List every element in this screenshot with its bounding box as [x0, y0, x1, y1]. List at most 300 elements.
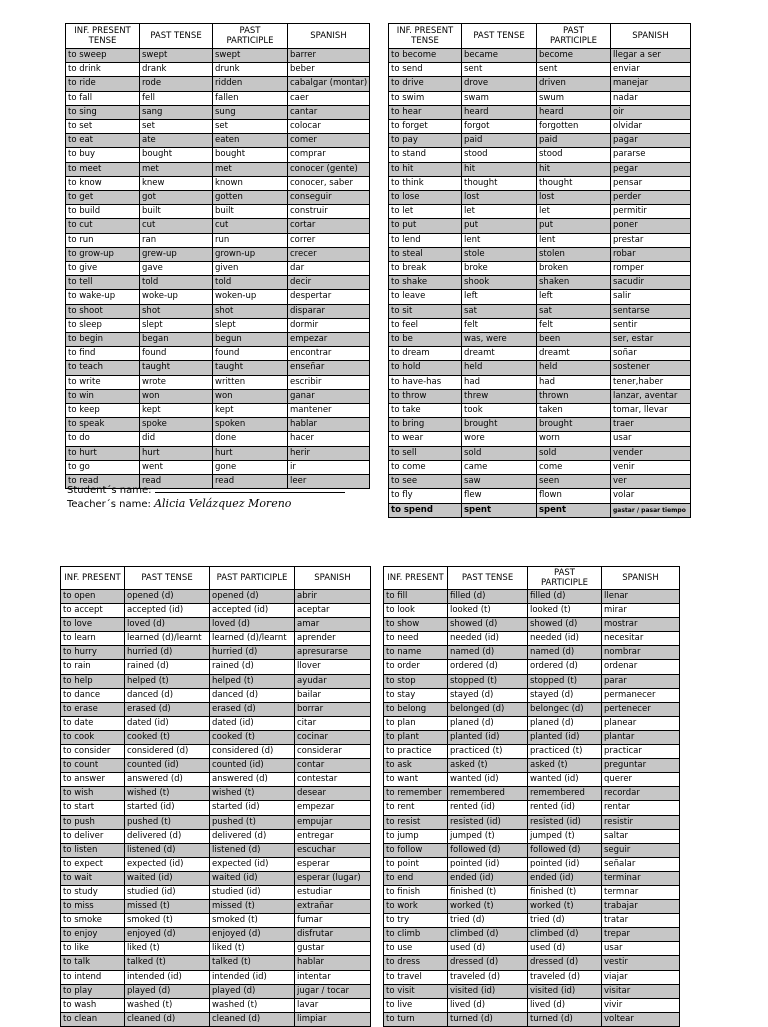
- cell-past-participle: studied (id): [210, 885, 295, 899]
- table-row: [66, 446, 370, 460]
- header-spanish: SPANISH: [295, 567, 371, 590]
- cell-spanish: señalar: [602, 857, 680, 871]
- cell-infinitive: to visit: [384, 984, 448, 998]
- cell-spanish: lanzar, aventar: [611, 389, 691, 403]
- cell-spanish: gustar: [295, 942, 371, 956]
- cell-spanish: robar: [611, 247, 691, 261]
- cell-spanish: desear: [295, 787, 371, 801]
- cell-infinitive: to help: [61, 674, 125, 688]
- cell-past-tense: ate: [140, 134, 213, 148]
- cell-spanish: rentar: [602, 801, 680, 815]
- cell-infinitive: to hold: [389, 361, 462, 375]
- cell-past-participle: looked (t): [528, 604, 602, 618]
- header-inf-present: INF. PRESENT TENSE: [389, 24, 462, 49]
- irregular-verbs-table-2: [388, 23, 691, 518]
- table-row: [61, 604, 371, 618]
- cell-past-tense: planted (id): [448, 730, 528, 744]
- cell-spanish: enviar: [611, 63, 691, 77]
- cell-spanish: caer: [288, 91, 370, 105]
- cell-infinitive: to open: [61, 590, 125, 604]
- cell-past-participle: hurried (d): [210, 646, 295, 660]
- cell-infinitive: to like: [61, 942, 125, 956]
- cell-past-tense: lived (d): [448, 998, 528, 1012]
- cell-infinitive: to end: [384, 871, 448, 885]
- table-row: [61, 716, 371, 730]
- cell-past-tense: slept: [140, 318, 213, 332]
- cell-spanish: usar: [602, 942, 680, 956]
- table-row: [66, 389, 370, 403]
- cell-infinitive: to push: [61, 815, 125, 829]
- table-row: [66, 105, 370, 119]
- cell-past-participle: told: [213, 276, 288, 290]
- cell-spanish: permitir: [611, 205, 691, 219]
- table-row: [66, 63, 370, 77]
- cell-infinitive: to answer: [61, 773, 125, 787]
- table-row: [66, 247, 370, 261]
- cell-spanish: parar: [602, 674, 680, 688]
- cell-past-participle: given: [213, 262, 288, 276]
- cell-past-tense: answered (d): [125, 773, 210, 787]
- cell-infinitive: to shake: [389, 276, 462, 290]
- cell-past-participle: shot: [213, 304, 288, 318]
- cell-past-tense: lent: [462, 233, 537, 247]
- cell-spanish: crecer: [288, 247, 370, 261]
- cell-past-participle: gone: [213, 460, 288, 474]
- cell-infinitive: to resist: [384, 815, 448, 829]
- cell-past-tense: sold: [462, 446, 537, 460]
- cell-past-tense: had: [462, 375, 537, 389]
- cell-past-tense: saw: [462, 475, 537, 489]
- cell-spanish: disfrutar: [295, 928, 371, 942]
- cell-spanish: bailar: [295, 688, 371, 702]
- table-row: [61, 759, 371, 773]
- cell-infinitive: to ask: [384, 759, 448, 773]
- cell-infinitive: to order: [384, 660, 448, 674]
- table-row: [66, 91, 370, 105]
- student-name-field[interactable]: [155, 483, 345, 493]
- cell-past-participle: pushed (t): [210, 815, 295, 829]
- table-row: [384, 801, 680, 815]
- table-row: [66, 318, 370, 332]
- cell-spanish: mostrar: [602, 618, 680, 632]
- cell-spanish: poner: [611, 219, 691, 233]
- cell-past-tense: opened (d): [125, 590, 210, 604]
- table-row: [389, 375, 691, 389]
- cell-spanish: estudiar: [295, 885, 371, 899]
- cell-past-tense: spoke: [140, 418, 213, 432]
- cell-infinitive: to rent: [384, 801, 448, 815]
- cell-infinitive: to run: [66, 233, 140, 247]
- cell-past-participle: begun: [213, 333, 288, 347]
- table-row: [66, 304, 370, 318]
- cell-past-participle: drunk: [213, 63, 288, 77]
- header-spanish: SPANISH: [288, 24, 370, 49]
- cell-past-participle: left: [537, 290, 611, 304]
- cell-past-participle: delivered (d): [210, 829, 295, 843]
- cell-infinitive: to teach: [66, 361, 140, 375]
- table-row: [389, 418, 691, 432]
- cell-past-participle: needed (id): [528, 632, 602, 646]
- cell-past-tense: cut: [140, 219, 213, 233]
- header-past-participle: PAST PARTICIPLE: [537, 24, 611, 49]
- cell-infinitive: to drink: [66, 63, 140, 77]
- cell-infinitive: to tell: [66, 276, 140, 290]
- cell-past-tense: filled (d): [448, 590, 528, 604]
- cell-past-participle: traveled (d): [528, 970, 602, 984]
- table-row: [389, 162, 691, 176]
- cell-past-tense: went: [140, 460, 213, 474]
- cell-past-tense: swept: [140, 49, 213, 63]
- cell-infinitive: to clean: [61, 1012, 125, 1026]
- header-spanish: SPANISH: [611, 24, 691, 49]
- cell-past-tense: cleaned (d): [125, 1012, 210, 1026]
- cell-past-tense: broke: [462, 262, 537, 276]
- cell-past-participle: eaten: [213, 134, 288, 148]
- cell-past-tense: wanted (id): [448, 773, 528, 787]
- cell-infinitive: to put: [389, 219, 462, 233]
- cell-past-tense: built: [140, 205, 213, 219]
- cell-spanish: dar: [288, 262, 370, 276]
- table-row: [389, 233, 691, 247]
- cell-infinitive: to lend: [389, 233, 462, 247]
- cell-spanish: nombrar: [602, 646, 680, 660]
- cell-past-tense: listened (d): [125, 843, 210, 857]
- table-row: [389, 205, 691, 219]
- cell-spanish: pertenecer: [602, 702, 680, 716]
- table-row: [61, 829, 371, 843]
- table-row: [389, 304, 691, 318]
- cell-infinitive: to have-has: [389, 375, 462, 389]
- cell-infinitive: to throw: [389, 389, 462, 403]
- table-row: [61, 942, 371, 956]
- cell-spanish: conocer (gente): [288, 162, 370, 176]
- cell-past-participle: resisted (id): [528, 815, 602, 829]
- student-name-row: [67, 483, 345, 497]
- teacher-name-label: Teacher´s name:: [67, 499, 151, 510]
- table-row: [66, 333, 370, 347]
- cell-past-participle: hit: [537, 162, 611, 176]
- cell-past-participle: flown: [537, 489, 611, 503]
- cell-spanish: colocar: [288, 120, 370, 134]
- table-row: [61, 857, 371, 871]
- cell-past-tense: stood: [462, 148, 537, 162]
- cell-infinitive: to play: [61, 984, 125, 998]
- table-row: [389, 361, 691, 375]
- cell-infinitive: to belong: [384, 702, 448, 716]
- cell-infinitive: to go: [66, 460, 140, 474]
- cell-past-participle: sat: [537, 304, 611, 318]
- student-name-label: Student´s name:: [67, 485, 152, 496]
- cell-past-tense: stole: [462, 247, 537, 261]
- cell-spanish: tener,haber: [611, 375, 691, 389]
- cell-past-tense: climbed (d): [448, 928, 528, 942]
- cell-spanish: viajar: [602, 970, 680, 984]
- table-row: [389, 333, 691, 347]
- cell-infinitive: to hurt: [66, 446, 140, 460]
- cell-infinitive: to keep: [66, 404, 140, 418]
- cell-past-participle: read: [213, 475, 288, 489]
- table-row: [61, 998, 371, 1012]
- cell-spanish: pararse: [611, 148, 691, 162]
- cell-past-participle: answered (d): [210, 773, 295, 787]
- cell-spanish: voltear: [602, 1012, 680, 1026]
- cell-past-participle: accepted (id): [210, 604, 295, 618]
- cell-infinitive: to swim: [389, 91, 462, 105]
- cell-spanish: cocinar: [295, 730, 371, 744]
- cell-infinitive: to become: [389, 49, 462, 63]
- cell-past-participle: grown-up: [213, 247, 288, 261]
- cell-spanish: perder: [611, 191, 691, 205]
- cell-infinitive: to give: [66, 262, 140, 276]
- table-row: [389, 120, 691, 134]
- cell-past-participle: ordered (d): [528, 660, 602, 674]
- cell-past-tense: turned (d): [448, 1012, 528, 1026]
- cell-past-participle: cleaned (d): [210, 1012, 295, 1026]
- cell-past-tense: dreamt: [462, 347, 537, 361]
- cell-spanish: cortar: [288, 219, 370, 233]
- cell-past-tense: drank: [140, 63, 213, 77]
- table-row: [384, 590, 680, 604]
- cell-past-participle: filled (d): [528, 590, 602, 604]
- cell-past-participle: built: [213, 205, 288, 219]
- cell-spanish: construir: [288, 205, 370, 219]
- table-row: [389, 191, 691, 205]
- cell-infinitive: to dance: [61, 688, 125, 702]
- cell-past-participle: expected (id): [210, 857, 295, 871]
- cell-infinitive: to learn: [61, 632, 125, 646]
- cell-past-tense: gave: [140, 262, 213, 276]
- table-row: [61, 674, 371, 688]
- cell-past-participle: written: [213, 375, 288, 389]
- cell-past-tense: cooked (t): [125, 730, 210, 744]
- cell-past-participle: loved (d): [210, 618, 295, 632]
- cell-infinitive: to hear: [389, 105, 462, 119]
- cell-past-tense: left: [462, 290, 537, 304]
- cell-spanish: plantar: [602, 730, 680, 744]
- cell-spanish: terminar: [602, 871, 680, 885]
- cell-spanish: pensar: [611, 176, 691, 190]
- table-row: [66, 219, 370, 233]
- cell-past-tense: shot: [140, 304, 213, 318]
- cell-past-participle: turned (d): [528, 1012, 602, 1026]
- cell-past-participle: wished (t): [210, 787, 295, 801]
- cell-past-tense: counted (id): [125, 759, 210, 773]
- cell-spanish: despertar: [288, 290, 370, 304]
- cell-infinitive: to smoke: [61, 914, 125, 928]
- cell-past-participle: visited (id): [528, 984, 602, 998]
- cell-past-tense: followed (d): [448, 843, 528, 857]
- header-past-participle: PAST PARTICIPLE: [213, 24, 288, 49]
- cell-past-participle: stolen: [537, 247, 611, 261]
- cell-past-participle: put: [537, 219, 611, 233]
- cell-spanish: querer: [602, 773, 680, 787]
- table-row: [384, 787, 680, 801]
- cell-past-tense: enjoyed (d): [125, 928, 210, 942]
- table-row: [66, 77, 370, 91]
- cell-past-participle: finished (t): [528, 885, 602, 899]
- header-past-tense: PAST TENSE: [462, 24, 537, 49]
- cell-past-tense: planed (d): [448, 716, 528, 730]
- cell-past-tense: rained (d): [125, 660, 210, 674]
- cell-past-tense: ran: [140, 233, 213, 247]
- cell-past-participle: lived (d): [528, 998, 602, 1012]
- cell-past-participle: talked (t): [210, 956, 295, 970]
- cell-past-tense: rented (id): [448, 801, 528, 815]
- cell-past-participle: washed (t): [210, 998, 295, 1012]
- table-row: [384, 871, 680, 885]
- table-row: [389, 446, 691, 460]
- cell-past-participle: run: [213, 233, 288, 247]
- cell-past-participle: slept: [213, 318, 288, 332]
- irregular-verbs-table-1: [65, 23, 370, 489]
- cell-past-participle: set: [213, 120, 288, 134]
- teacher-name: Alicia Velázquez Moreno: [154, 497, 292, 510]
- table-row: [389, 290, 691, 304]
- cell-past-participle: showed (d): [528, 618, 602, 632]
- cell-past-tense: used (d): [448, 942, 528, 956]
- cell-past-tense: rode: [140, 77, 213, 91]
- cell-past-participle: become: [537, 49, 611, 63]
- cell-past-tense: looked (t): [448, 604, 528, 618]
- table-row: [389, 63, 691, 77]
- cell-infinitive: to get: [66, 191, 140, 205]
- cell-infinitive: to hurry: [61, 646, 125, 660]
- cell-past-tense: spent: [462, 503, 537, 517]
- cell-spanish: fumar: [295, 914, 371, 928]
- cell-infinitive: to deliver: [61, 829, 125, 843]
- cell-past-participle: enjoyed (d): [210, 928, 295, 942]
- cell-past-tense: thought: [462, 176, 537, 190]
- table-row: [384, 716, 680, 730]
- cell-past-participle: stood: [537, 148, 611, 162]
- cell-spanish: amar: [295, 618, 371, 632]
- cell-past-participle: followed (d): [528, 843, 602, 857]
- cell-spanish: termnar: [602, 885, 680, 899]
- cell-spanish: esperar: [295, 857, 371, 871]
- cell-infinitive: to read: [66, 475, 140, 489]
- cell-spanish: entregar: [295, 829, 371, 843]
- table-row: [66, 361, 370, 375]
- cell-spanish: tomar, llevar: [611, 404, 691, 418]
- cell-past-tense: worked (t): [448, 900, 528, 914]
- table-row: [61, 928, 371, 942]
- cell-spanish: sentir: [611, 318, 691, 332]
- cell-past-participle: dressed (d): [528, 956, 602, 970]
- cell-past-participle: hurt: [213, 446, 288, 460]
- table-row: [389, 91, 691, 105]
- cell-spanish: volar: [611, 489, 691, 503]
- cell-infinitive: to wear: [389, 432, 462, 446]
- cell-past-participle: come: [537, 460, 611, 474]
- cell-past-participle: remembered: [528, 787, 602, 801]
- cell-past-tense: sang: [140, 105, 213, 119]
- cell-infinitive: to plant: [384, 730, 448, 744]
- cell-spanish: conseguir: [288, 191, 370, 205]
- cell-past-tense: tried (d): [448, 914, 528, 928]
- cell-infinitive: to fly: [389, 489, 462, 503]
- cell-past-participle: swept: [213, 49, 288, 63]
- cell-past-participle: intended (id): [210, 970, 295, 984]
- cell-past-participle: kept: [213, 404, 288, 418]
- table-row: [61, 1012, 371, 1026]
- cell-infinitive: to show: [384, 618, 448, 632]
- cell-infinitive: to plan: [384, 716, 448, 730]
- cell-spanish: empezar: [295, 801, 371, 815]
- cell-past-tense: got: [140, 191, 213, 205]
- table-row: [66, 418, 370, 432]
- cell-infinitive: to steal: [389, 247, 462, 261]
- cell-past-tense: remembered: [448, 787, 528, 801]
- cell-spanish: ser, estar: [611, 333, 691, 347]
- cell-spanish: lavar: [295, 998, 371, 1012]
- cell-infinitive: to want: [384, 773, 448, 787]
- cell-past-participle: forgotten: [537, 120, 611, 134]
- cell-past-tense: heard: [462, 105, 537, 119]
- cell-past-participle: met: [213, 162, 288, 176]
- cell-spanish: preguntar: [602, 759, 680, 773]
- cell-infinitive: to cook: [61, 730, 125, 744]
- table-row: [384, 857, 680, 871]
- cell-spanish: vivir: [602, 998, 680, 1012]
- cell-past-participle: practiced (t): [528, 745, 602, 759]
- cell-spanish: traer: [611, 418, 691, 432]
- table-row: [384, 914, 680, 928]
- cell-past-tense: found: [140, 347, 213, 361]
- cell-past-participle: sent: [537, 63, 611, 77]
- cell-infinitive: to eat: [66, 134, 140, 148]
- cell-past-participle: stopped (t): [528, 674, 602, 688]
- cell-past-tense: woke-up: [140, 290, 213, 304]
- cell-infinitive: to leave: [389, 290, 462, 304]
- table-row: [389, 432, 691, 446]
- cell-spanish: sostener: [611, 361, 691, 375]
- cell-past-tense: wished (t): [125, 787, 210, 801]
- cell-infinitive: to cut: [66, 219, 140, 233]
- cell-spanish: apresurarse: [295, 646, 371, 660]
- cell-past-tense: pointed (id): [448, 857, 528, 871]
- cell-past-tense: pushed (t): [125, 815, 210, 829]
- cell-spanish: mantener: [288, 404, 370, 418]
- cell-past-participle: gotten: [213, 191, 288, 205]
- table-row: [61, 956, 371, 970]
- cell-past-participle: stayed (d): [528, 688, 602, 702]
- cell-past-tense: expected (id): [125, 857, 210, 871]
- cell-infinitive: to meet: [66, 162, 140, 176]
- cell-past-participle: bought: [213, 148, 288, 162]
- cell-past-participle: cut: [213, 219, 288, 233]
- cell-spanish: visitar: [602, 984, 680, 998]
- cell-infinitive: to bring: [389, 418, 462, 432]
- cell-infinitive: to start: [61, 801, 125, 815]
- table-row: [61, 618, 371, 632]
- cell-spanish: recordar: [602, 787, 680, 801]
- table-row: [389, 460, 691, 474]
- table-row: [384, 843, 680, 857]
- cell-past-tense: kept: [140, 404, 213, 418]
- table-row: [66, 148, 370, 162]
- cell-spanish: borrar: [295, 702, 371, 716]
- cell-spanish: llover: [295, 660, 371, 674]
- cell-spanish: citar: [295, 716, 371, 730]
- table-row: [389, 276, 691, 290]
- cell-infinitive: to wait: [61, 871, 125, 885]
- cell-past-participle: broken: [537, 262, 611, 276]
- cell-past-tense: threw: [462, 389, 537, 403]
- cell-spanish: decir: [288, 276, 370, 290]
- cell-infinitive: to use: [384, 942, 448, 956]
- cell-past-tense: told: [140, 276, 213, 290]
- cell-spanish: hablar: [288, 418, 370, 432]
